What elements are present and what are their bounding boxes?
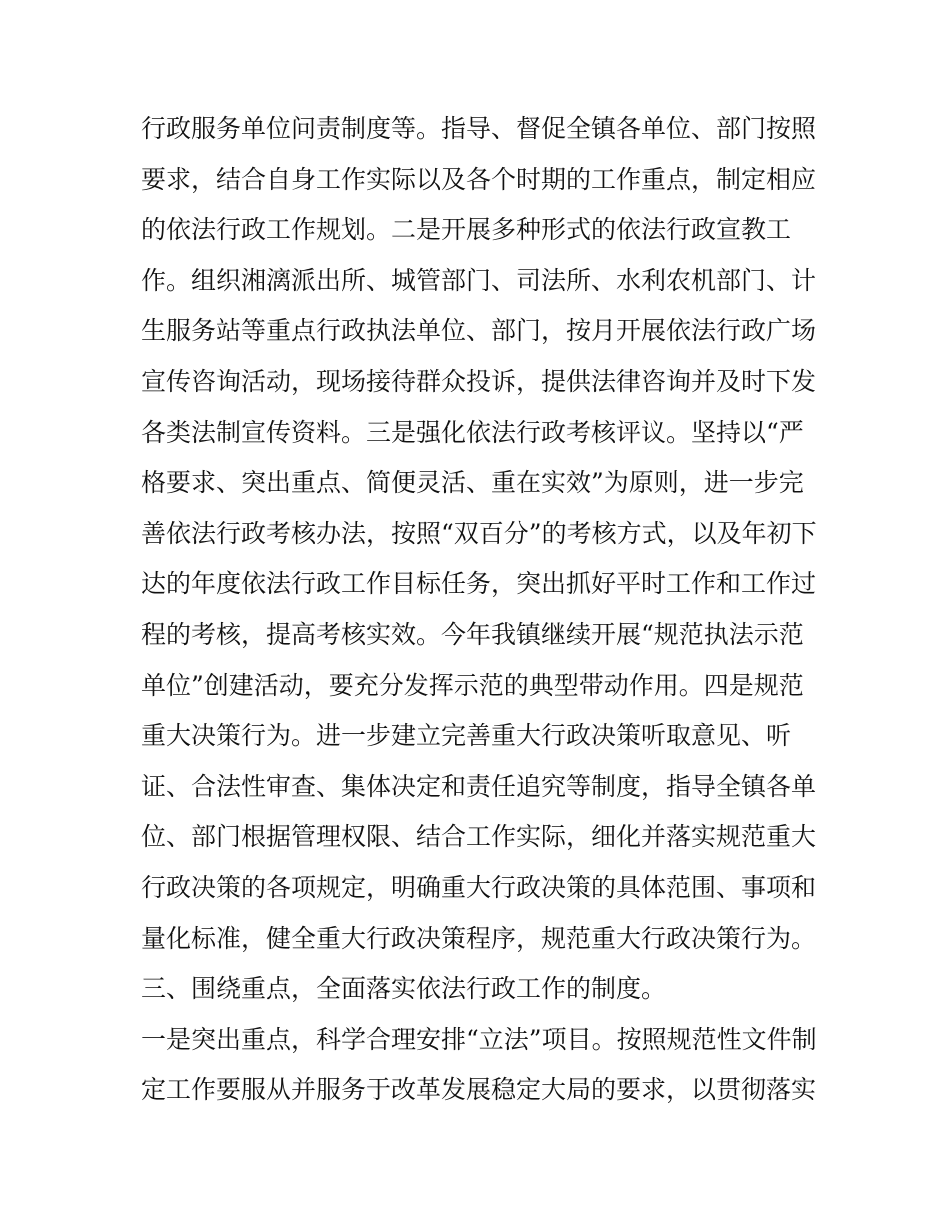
text-line: 的依法行政工作规划。二是开展多种形式的依法行政宣教工	[141, 215, 792, 245]
text-line: 位、部门根据管理权限、结合工作实际，细化并落实规范重大	[141, 822, 817, 852]
text-line: 单位”创建活动，要充分发挥示范的典型带动作用。四是规范	[141, 670, 804, 700]
text-line: 要求，结合自身工作实际以及各个时期的工作重点，制定相应	[141, 164, 817, 194]
text-line: 一是突出重点，科学合理安排“立法”项目。按照规范性文件制	[141, 1024, 817, 1054]
text-line: 格要求、突出重点、简便灵活、重在实效”为原则，进一步完	[141, 468, 804, 498]
body-text	[141, 104, 821, 1116]
text-line: 量化标准，健全重大行政决策程序，规范重大行政决策行为。	[141, 923, 817, 953]
text-line: 行政服务单位问责制度等。指导、督促全镇各单位、部门按照	[141, 114, 817, 143]
text-line: 行政决策的各项规定，明确重大行政决策的具体范围、事项和	[141, 872, 817, 902]
text-line: 程的考核，提高考核实效。今年我镇继续开展“规范执法示范	[141, 619, 804, 649]
text-line: 善依法行政考核办法，按照“双百分”的考核方式，以及年初下	[141, 518, 817, 548]
text-line: 各类法制宣传资料。三是强化依法行政考核评议。坚持以“严	[141, 417, 804, 447]
section-heading: 三、围绕重点，全面落实依法行政工作的制度。	[141, 974, 667, 1004]
text-line: 定工作要服从并服务于改革发展稳定大局的要求，以贯彻落实	[141, 1075, 817, 1105]
text-line: 重大决策行为。进一步建立完善重大行政决策听取意见、听	[141, 721, 792, 751]
text-line: 证、合法性审查、集体决定和责任追究等制度，指导全镇各单	[141, 771, 817, 801]
text-line: 宣传咨询活动，现场接待群众投诉，提供法律咨询并及时下发	[141, 366, 817, 396]
text-line: 生服务站等重点行政执法单位、部门，按月开展依法行政广场	[141, 316, 817, 346]
text-line: 达的年度依法行政工作目标任务，突出抓好平时工作和工作过	[141, 569, 817, 599]
text-line: 作。组织湘漓派出所、城管部门、司法所、水利农机部门、计	[141, 265, 817, 295]
